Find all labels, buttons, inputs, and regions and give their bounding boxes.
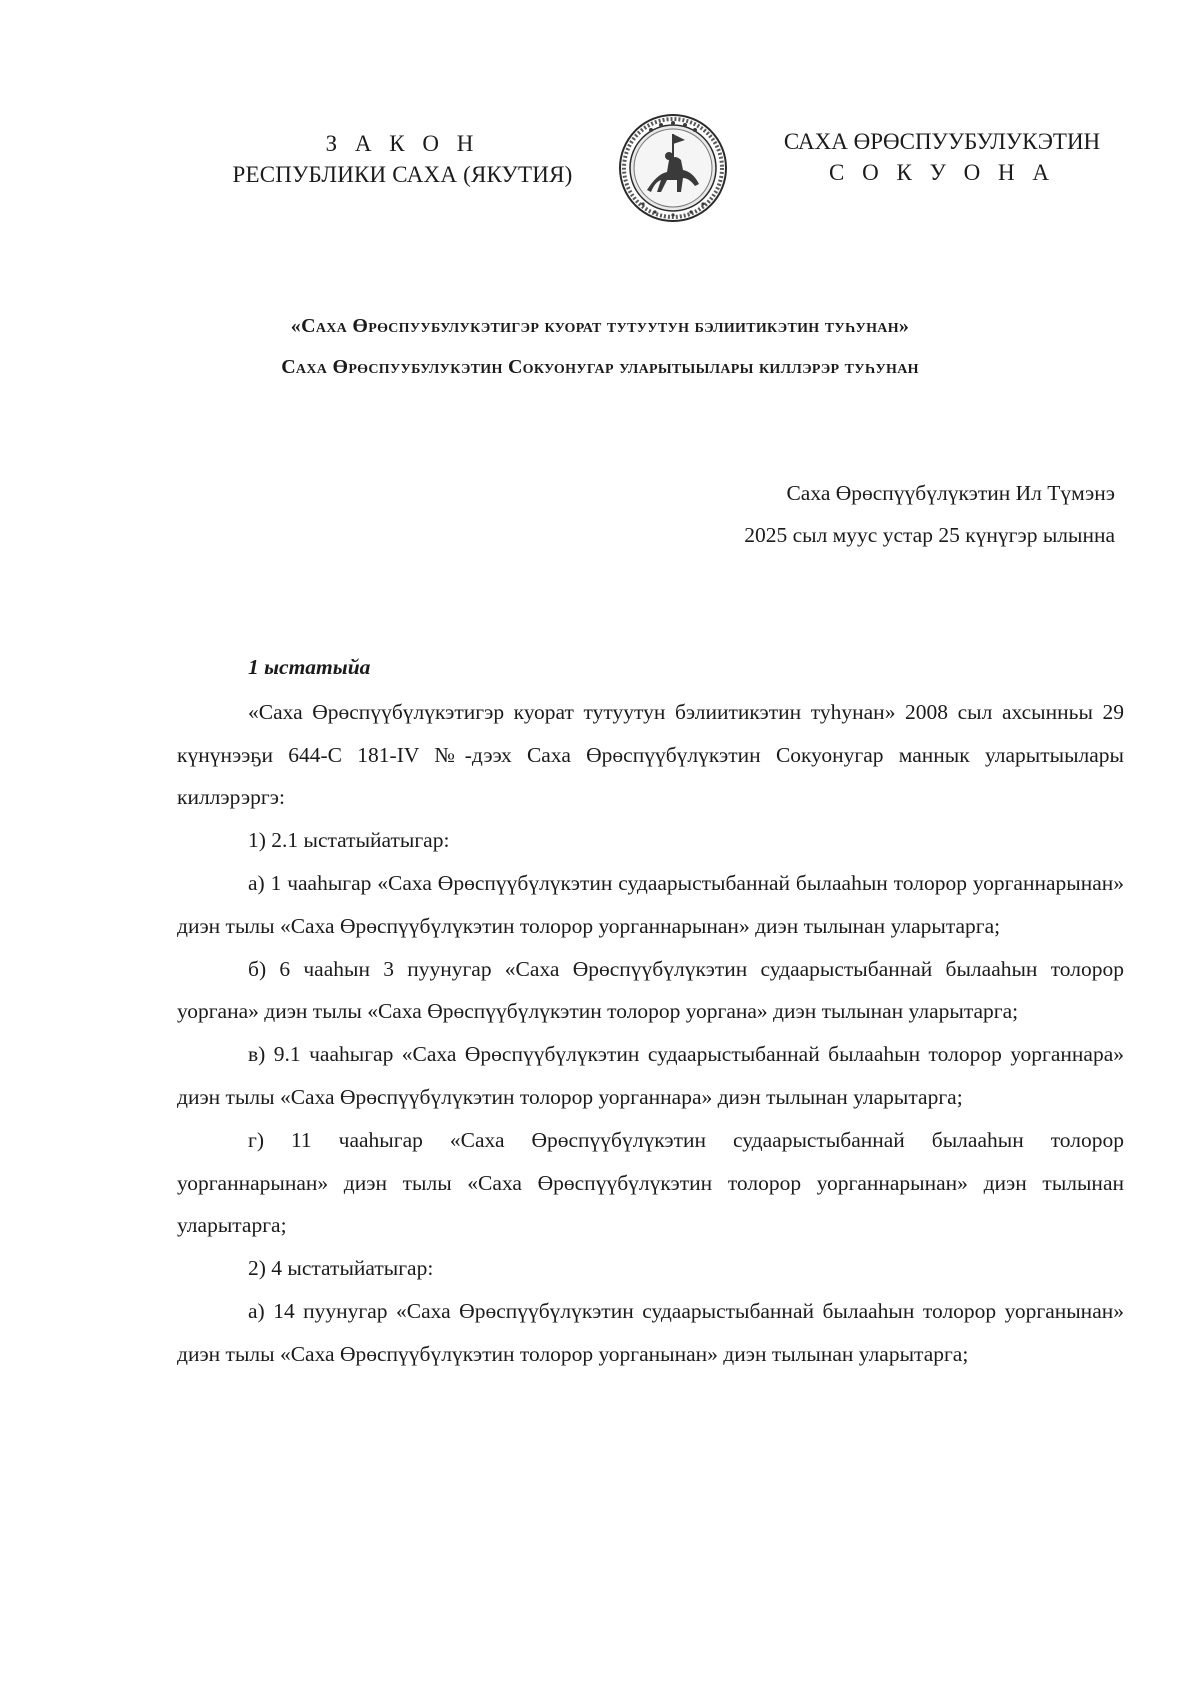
list-item-1v: в) 9.1 чааһыгар «Саха Өрөспүүбүлүкэтин судаарыстыбаннай былааһын толорор уорганнара» диэн тылы «Саха Өрөспүүбүлүкэтин толорор уорганнара» диэн тылынан уларытарга; <box>177 1042 1124 1109</box>
list-item-1b: б) 6 чааһын 3 пуунугар «Саха Өрөспүүбүлүкэтин судаарыстыбаннай былааһын толорор уоргана» диэн тылы «Саха Өрөспүүбүлүкэтин толорор уоргана» диэн тылынан уларытарга; <box>177 956 1124 1024</box>
document-title-line-1: «Саха Өрөспуубулукэтигэр куорат тутуутун бэлиитикэтин туһунан» <box>290 315 910 337</box>
header-republic-ru: РЕСПУБЛИКИ САХА (ЯКУТИЯ) <box>232 162 573 187</box>
adoption-date: 2025 сыл муус устар 25 күнүгэр ылынна <box>744 523 1115 547</box>
list-item-2: 2) 4 ыстатыйатыгар: <box>248 1256 434 1281</box>
header-republic-sakha: САХА ӨРӨСПУУБУЛУКЭТИН <box>783 129 1101 154</box>
article-heading: 1 ыстатыйа <box>248 655 371 679</box>
list-item-1g: г) 11 чааһыгар «Саха Өрөспүүбүлүкэтин судаарыстыбаннай былааһын толорор уорганнарынан» диэн тылы «Саха Өрөспүүбүлүкэтин толорор уорганнарынан» диэн тылынан уларытарга; <box>177 1127 1124 1238</box>
list-item-1a: а) 1 чааһыгар «Саха Өрөспүүбүлүкэтин судаарыстыбаннай былааһын толорор уорганнарынан» диэн тылы «Саха Өрөспүүбүлүкэтин толорор уорганнарынан» диэн тылынан уларытарга; <box>177 870 1124 938</box>
paragraph-intro: «Саха Өрөспүүбүлүкэтигэр куорат тутуутун бэлиитикэтин туһунан» 2008 сыл ахсынньы 29 күнүнээҕи 644-С 181-IV №-дээх Саха Өрөспүүбүлүкэтин Сокуонугар маннык уларытыылары киллэрэргэ: <box>177 699 1124 810</box>
coat-of-arms-emblem-icon <box>617 112 729 224</box>
header-left <box>190 128 615 190</box>
list-item-2a: а) 14 пуунугар «Саха Өрөспүүбүлүкэтин судаарыстыбаннай былааһын толорор уорганынан» диэн тылы «Саха Өрөспүүбүлүкэтин толорор уорганынан» диэн тылынан уларытарга; <box>177 1298 1124 1366</box>
header-law-label-sakha: С О К У О Н А <box>829 160 1055 185</box>
adoption-body: Саха Өрөспүүбүлүкэтин Ил Түмэнэ <box>786 481 1115 505</box>
document-title-line-2: Саха Өрөспуубулукэтин Сокуонугар уларытыылары киллэрэр туһунан <box>281 356 919 378</box>
document-body <box>177 646 1124 1376</box>
header-law-label: З А К О Н <box>325 131 480 156</box>
header-right <box>757 126 1127 188</box>
list-item-1: 1) 2.1 ыстатыйатыгар: <box>248 828 450 853</box>
